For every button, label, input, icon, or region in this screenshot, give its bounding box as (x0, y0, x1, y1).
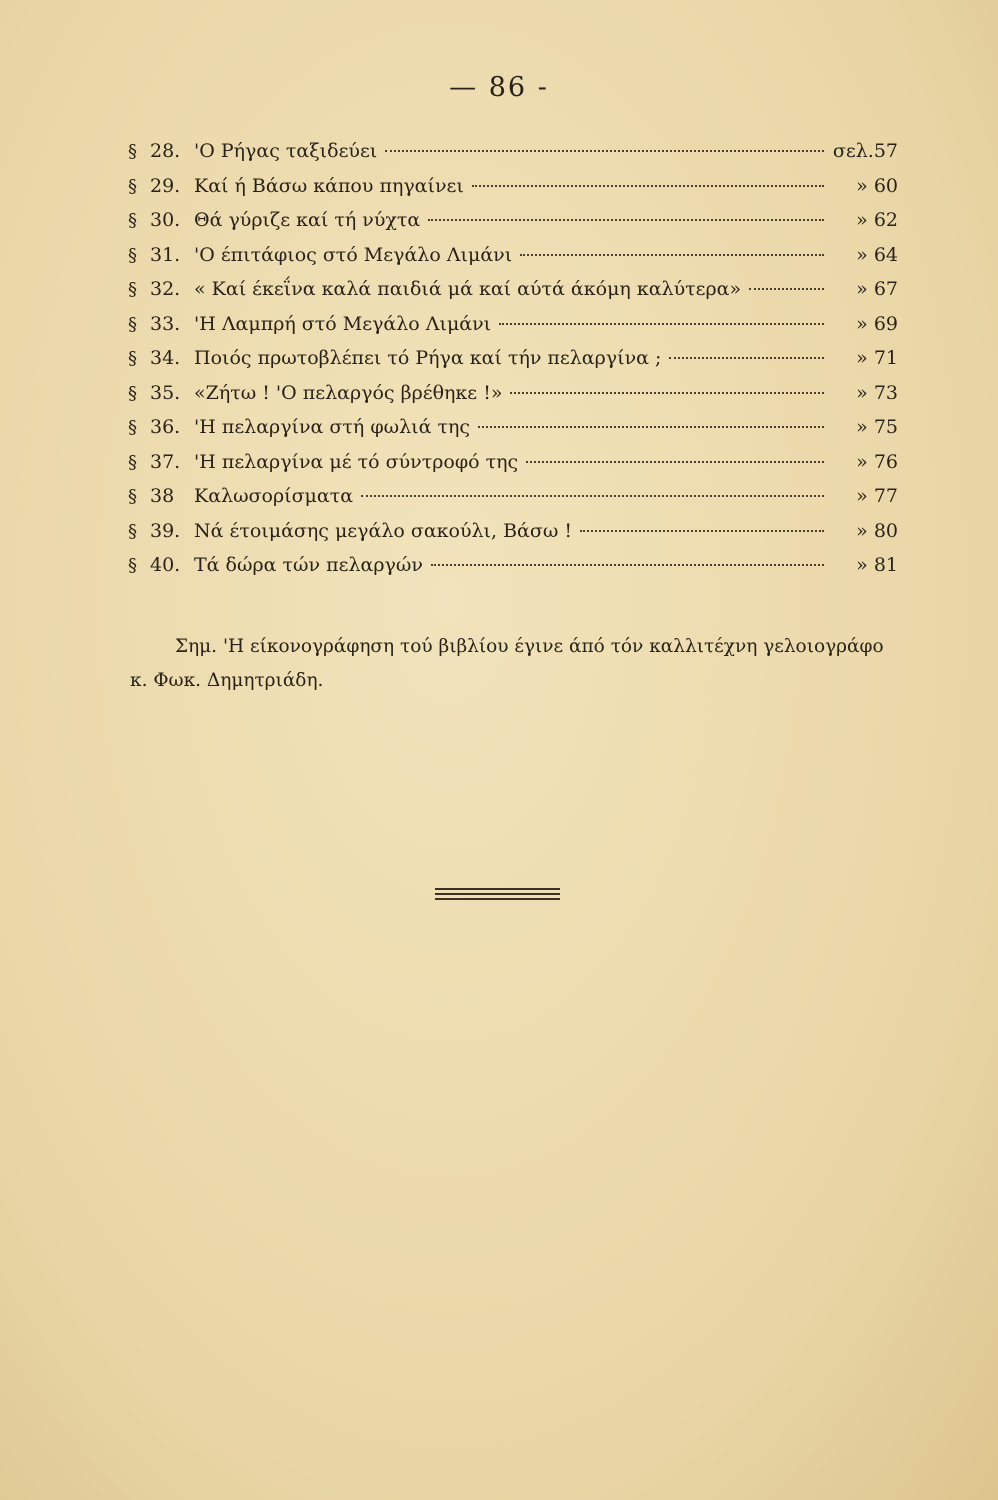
note-text: Σημ. 'Η είκονογράφηση τού βιβλίου έγινε άπό τόν καλλιτέχνη γελοιογράφο κ. Φωκ. Δημητριάδη. (130, 636, 884, 691)
entry-page: » 69 (856, 312, 898, 335)
toc-entry-39 (128, 520, 898, 555)
entry-title: 'Ο Ρήγας ταξιδεύει (194, 140, 378, 162)
page-number: — 86 - (449, 72, 549, 103)
entry-number: 31. (150, 243, 181, 266)
dot-leader (499, 323, 824, 325)
section-sign: § (128, 382, 137, 404)
entry-title: « Καί έκεΐνα καλά παιδιά μά καί αύτά άκόμη καλύτερα» (194, 278, 742, 300)
entry-number: 36. (150, 416, 181, 438)
entry-title: Ποιός πρωτοβλέπει τό Ρήγα καί τήν πελαργίνα ; (194, 347, 662, 369)
toc-entry-34 (128, 347, 898, 382)
section-sign: § (128, 244, 137, 266)
entry-title: Νά έτοιμάσης μεγάλο σακούλι, Βάσω ! (194, 519, 573, 542)
entry-page: » 71 (856, 347, 898, 369)
entry-title: 'Η πελαργίνα στή φωλιά της (194, 416, 471, 438)
decorative-rule (435, 898, 560, 900)
toc-entry-36 (128, 416, 898, 451)
dot-leader (361, 495, 824, 497)
entry-page: » 77 (856, 485, 898, 507)
section-sign: § (128, 451, 137, 473)
section-sign: § (128, 141, 137, 162)
decorative-rule (435, 888, 560, 890)
dot-leader (526, 461, 824, 463)
entry-number: 39. (150, 519, 181, 542)
entry-title: Θά γύριζε καί τή νύχτα (194, 209, 421, 231)
dot-leader (520, 254, 824, 256)
entry-title: 'Ο έπιτάφιος στό Μεγάλο Λιμάνι (194, 243, 513, 266)
entry-title: 'Η πελαργίνα μέ τό σύντροφό της (194, 450, 519, 473)
entry-page: σελ.57 (832, 140, 898, 162)
dot-leader (580, 530, 824, 532)
section-sign: § (128, 417, 137, 438)
toc-entry-29 (128, 175, 898, 210)
dot-leader (431, 564, 824, 566)
entry-number: 38 (150, 485, 175, 507)
entry-number: 30. (150, 209, 181, 231)
section-sign: § (128, 348, 137, 369)
entry-page: » 76 (856, 450, 898, 473)
entry-number: 37. (150, 450, 181, 473)
entry-page: » 75 (856, 416, 898, 438)
illustration-note (130, 630, 900, 698)
entry-number: 28. (150, 140, 181, 162)
section-sign: § (128, 313, 137, 335)
dot-leader (472, 185, 824, 187)
entry-title: «Ζήτω ! 'Ο πελαργός βρέθηκε !» (194, 381, 503, 404)
toc-entry-40 (128, 554, 898, 589)
dot-leader (478, 426, 824, 428)
entry-page: » 81 (856, 554, 898, 576)
entry-number: 40. (150, 554, 181, 576)
entry-number: 35. (150, 381, 181, 404)
section-sign: § (128, 279, 137, 300)
dot-leader (385, 150, 824, 152)
dot-leader (510, 392, 824, 394)
decorative-rule (435, 893, 560, 895)
dot-leader (669, 357, 824, 359)
table-of-contents (128, 140, 898, 589)
toc-entry-35 (128, 382, 898, 417)
section-sign: § (128, 210, 137, 231)
section-sign: § (128, 175, 137, 197)
toc-entry-30 (128, 209, 898, 244)
entry-page: » 67 (856, 278, 898, 300)
entry-page: » 60 (856, 174, 898, 197)
dot-leader (428, 219, 824, 221)
entry-title: Καλωσορίσματα (194, 485, 354, 507)
section-sign: § (128, 520, 137, 542)
toc-entry-31 (128, 244, 898, 279)
toc-entry-32 (128, 278, 898, 313)
section-sign: § (128, 486, 137, 507)
entry-page: » 80 (856, 519, 898, 542)
entry-number: 29. (150, 174, 181, 197)
entry-title: Καί ή Βάσω κάπου πηγαίνει (194, 174, 464, 197)
toc-entry-28 (128, 140, 898, 175)
entry-page: » 73 (856, 381, 898, 404)
toc-entry-38 (128, 485, 898, 520)
entry-number: 33. (150, 312, 181, 335)
entry-title: Τά δώρα τών πελαργών (194, 554, 423, 576)
entry-number: 32. (150, 278, 181, 300)
section-sign: § (128, 555, 137, 576)
entry-page: » 62 (856, 209, 898, 231)
toc-entry-37 (128, 451, 898, 486)
dot-leader (749, 288, 824, 290)
entry-page: » 64 (856, 243, 898, 266)
entry-title: 'Η Λαμπρή στό Μεγάλο Λιμάνι (194, 312, 492, 335)
toc-entry-33 (128, 313, 898, 348)
entry-number: 34. (150, 347, 181, 369)
